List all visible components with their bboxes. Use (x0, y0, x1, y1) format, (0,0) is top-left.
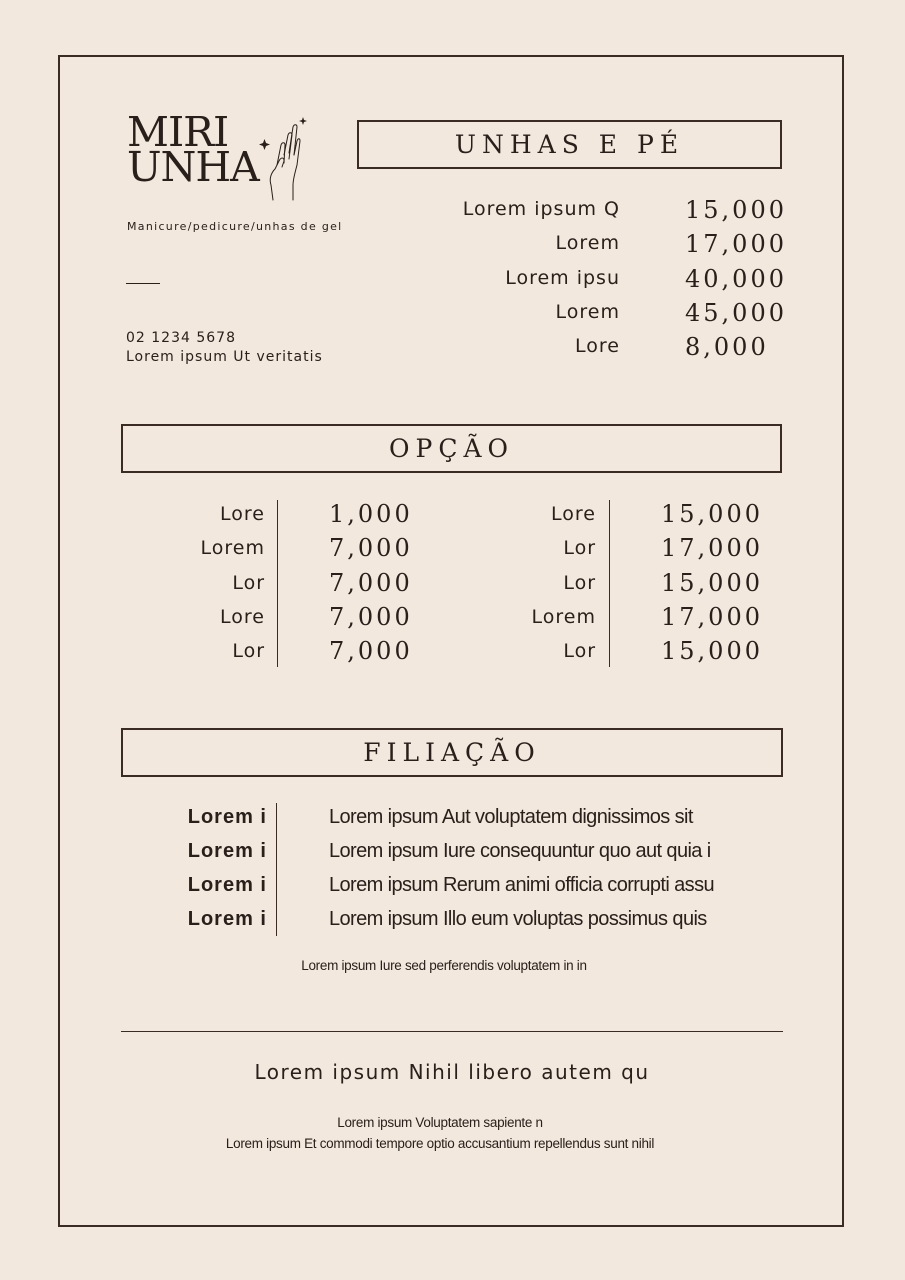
item-price: 40,000 (685, 265, 787, 293)
item-price: 17,000 (661, 603, 763, 631)
item-label: Lore (220, 606, 265, 628)
column-divider (276, 803, 277, 936)
membership-label: Lorem i (187, 874, 267, 896)
section-opcao-header (121, 424, 782, 473)
divider-dash (126, 283, 160, 284)
item-label: Lore (551, 503, 596, 525)
footer-line1: Lorem ipsum Voluptatem sapiente n (337, 1115, 543, 1130)
item-price: 1,000 (329, 500, 413, 528)
item-price: 15,000 (661, 637, 763, 665)
item-price: 15,000 (685, 196, 787, 224)
list-item (420, 232, 785, 266)
item-price: 7,000 (329, 637, 413, 665)
footer-divider (121, 1031, 783, 1032)
item-label: Lorem (200, 537, 265, 559)
brand-logo (127, 108, 259, 191)
brand-name-line1: MIRI (127, 108, 229, 156)
membership-description: Lorem ipsum Illo eum voluptas possimus quis (329, 908, 707, 930)
list-item (420, 301, 785, 335)
section-unhas-title: UNHAS E PÉ (454, 130, 685, 159)
footer-line2: Lorem ipsum Et commodi tempore optio accusantium repellendus sunt nihil (225, 1136, 655, 1151)
item-label: Lorem ipsum Q (462, 198, 620, 220)
hand-sparkle-icon (255, 115, 310, 205)
membership-label: Lorem i (187, 908, 267, 930)
item-price: 17,000 (685, 230, 787, 258)
contact-address: Lorem ipsum Ut veritatis (126, 349, 323, 365)
contact-phone: 02 1234 5678 (126, 330, 236, 346)
section-filiacao-title: FILIAÇÃO (363, 738, 541, 767)
list-item (420, 198, 785, 232)
item-price: 15,000 (661, 569, 763, 597)
item-price: 7,000 (329, 603, 413, 631)
footer-headline: Lorem ipsum Nihil libero autem qu (254, 1060, 650, 1084)
item-price: 7,000 (329, 534, 413, 562)
membership-label: Lorem i (187, 840, 267, 862)
list-item (420, 267, 785, 301)
item-price: 8,000 (685, 333, 769, 361)
item-label: Lorem (555, 301, 620, 323)
item-label: Lor (563, 572, 596, 594)
membership-label: Lorem i (187, 806, 267, 828)
filiacao-note: Lorem ipsum Iure sed perferendis voluptatem in in (301, 958, 587, 973)
section-opcao-title: OPÇÃO (389, 434, 514, 463)
item-label: Lorem (555, 232, 620, 254)
item-price: 15,000 (661, 500, 763, 528)
item-label: Lorem (531, 606, 596, 628)
membership-description: Lorem ipsum Iure consequuntur quo aut quia i (329, 840, 711, 862)
brand-tagline: Manicure/pedicure/unhas de gel (127, 220, 343, 233)
item-price: 17,000 (661, 534, 763, 562)
item-price: 7,000 (329, 569, 413, 597)
item-price: 45,000 (685, 299, 787, 327)
list-item (420, 335, 785, 369)
section-filiacao-header (121, 728, 783, 777)
column-divider (277, 500, 278, 667)
item-label: Lore (575, 335, 620, 357)
item-label: Lore (220, 503, 265, 525)
brand-name-line2: UNHA (127, 143, 259, 191)
membership-description: Lorem ipsum Rerum animi officia corrupti assu (329, 874, 715, 896)
contact-info (126, 329, 323, 367)
item-label: Lor (232, 640, 265, 662)
item-label: Lor (563, 640, 596, 662)
section-unhas-header (357, 120, 782, 169)
column-divider (609, 500, 610, 667)
membership-description: Lorem ipsum Aut voluptatem dignissimos sit (329, 806, 693, 828)
item-label: Lor (563, 537, 596, 559)
item-label: Lorem ipsu (505, 267, 620, 289)
item-label: Lor (232, 572, 265, 594)
